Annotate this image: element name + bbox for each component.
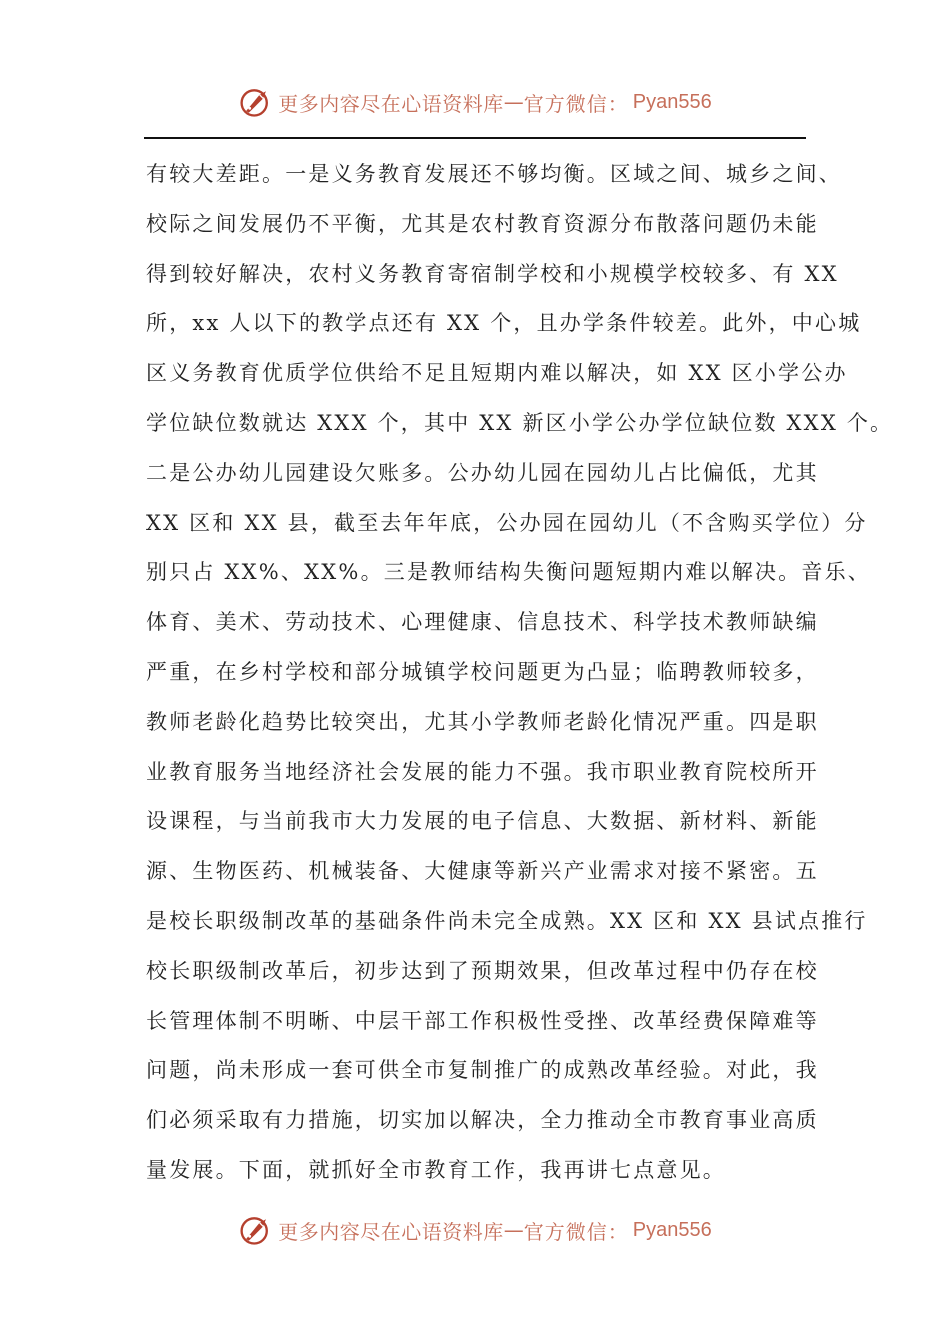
promo-text: 更多内容尽在心语资料库 [278,91,504,116]
text-line: 体育、美术、劳动技术、心理健康、信息技术、科学技术教师缺编 [146,610,819,635]
text-line: 有较大差距。一是义务教育发展还不够均衡。区域之间、城乡之间、 [146,162,842,186]
promo-text: 更多内容尽在心语资料库 [278,1219,504,1244]
text-line: 区义务教育优质学位供给不足且短期内难以解决，如 XX 区小学公办 [146,361,848,386]
wechat-label: 官方微信： [523,1219,629,1244]
text-line: 长管理体制不明晰、中层干部工作积极性受挫、改革经费保障难等 [146,1008,819,1033]
banner-dash: — [503,90,524,114]
document-body [146,150,894,1196]
text-line: 校长职级制改革后，初步达到了预期效果，但改革过程中仍存在校 [146,958,819,983]
text-line: 校际之间发展仍不平衡，尤其是农村教育资源分布散落问题仍未能 [146,211,819,236]
text-line: 得到较好解决，农村义务教育寄宿制学校和小规模学校较多、有 XX [146,261,839,286]
text-line: 问题，尚未形成一套可供全市复制推广的成熟改革经验。对此，我 [146,1058,819,1083]
footer-banner [0,1208,950,1252]
text-line: 业教育服务当地经济社会发展的能力不强。我市职业教育院校所开 [146,759,819,784]
wechat-id: Pyan556 [632,1218,712,1241]
text-line: 们必须采取有力措施，切实加以解决，全力推动全市教育事业高质 [146,1108,819,1133]
header-divider [144,137,806,139]
wechat-label: 官方微信： [523,91,629,116]
pen-nib-logo-icon [238,1212,274,1248]
banner-dash: — [503,1218,524,1242]
wechat-id: Pyan556 [632,90,712,113]
text-line: 学位缺位数就达 XXX 个，其中 XX 新区小学公办学位缺位数 XXX 个。 [146,410,894,435]
text-line: 教师老龄化趋势比较突出，尤其小学教师老龄化情况严重。四是职 [146,709,819,734]
text-line: 二是公办幼儿园建设欠账多。公办幼儿园在园幼儿占比偏低，尤其 [146,460,819,485]
pen-nib-logo-icon [238,84,274,120]
text-line: 设课程，与当前我市大力发展的电子信息、大数据、新材料、新能 [146,809,819,834]
header-banner [0,80,950,124]
text-line: 所，xx 人以下的教学点还有 XX 个，且办学条件较差。此外，中心城 [146,311,862,336]
text-line: 是校长职级制改革的基础条件尚未完全成熟。XX 区和 XX 县试点推行 [146,908,868,933]
text-line: 量发展。下面，就抓好全市教育工作，我再讲七点意见。 [146,1157,726,1182]
text-line: 严重，在乡村学校和部分城镇学校问题更为凸显；临聘教师较多， [146,659,819,684]
text-line: XX 区和 XX 县，截至去年年底，公办园在园幼儿（不含购买学位）分 [146,510,868,535]
text-line: 源、生物医药、机械装备、大健康等新兴产业需求对接不紧密。五 [146,859,819,884]
text-line: 别只占 XX%、XX%。三是教师结构失衡问题短期内难以解决。音乐、 [146,560,871,585]
